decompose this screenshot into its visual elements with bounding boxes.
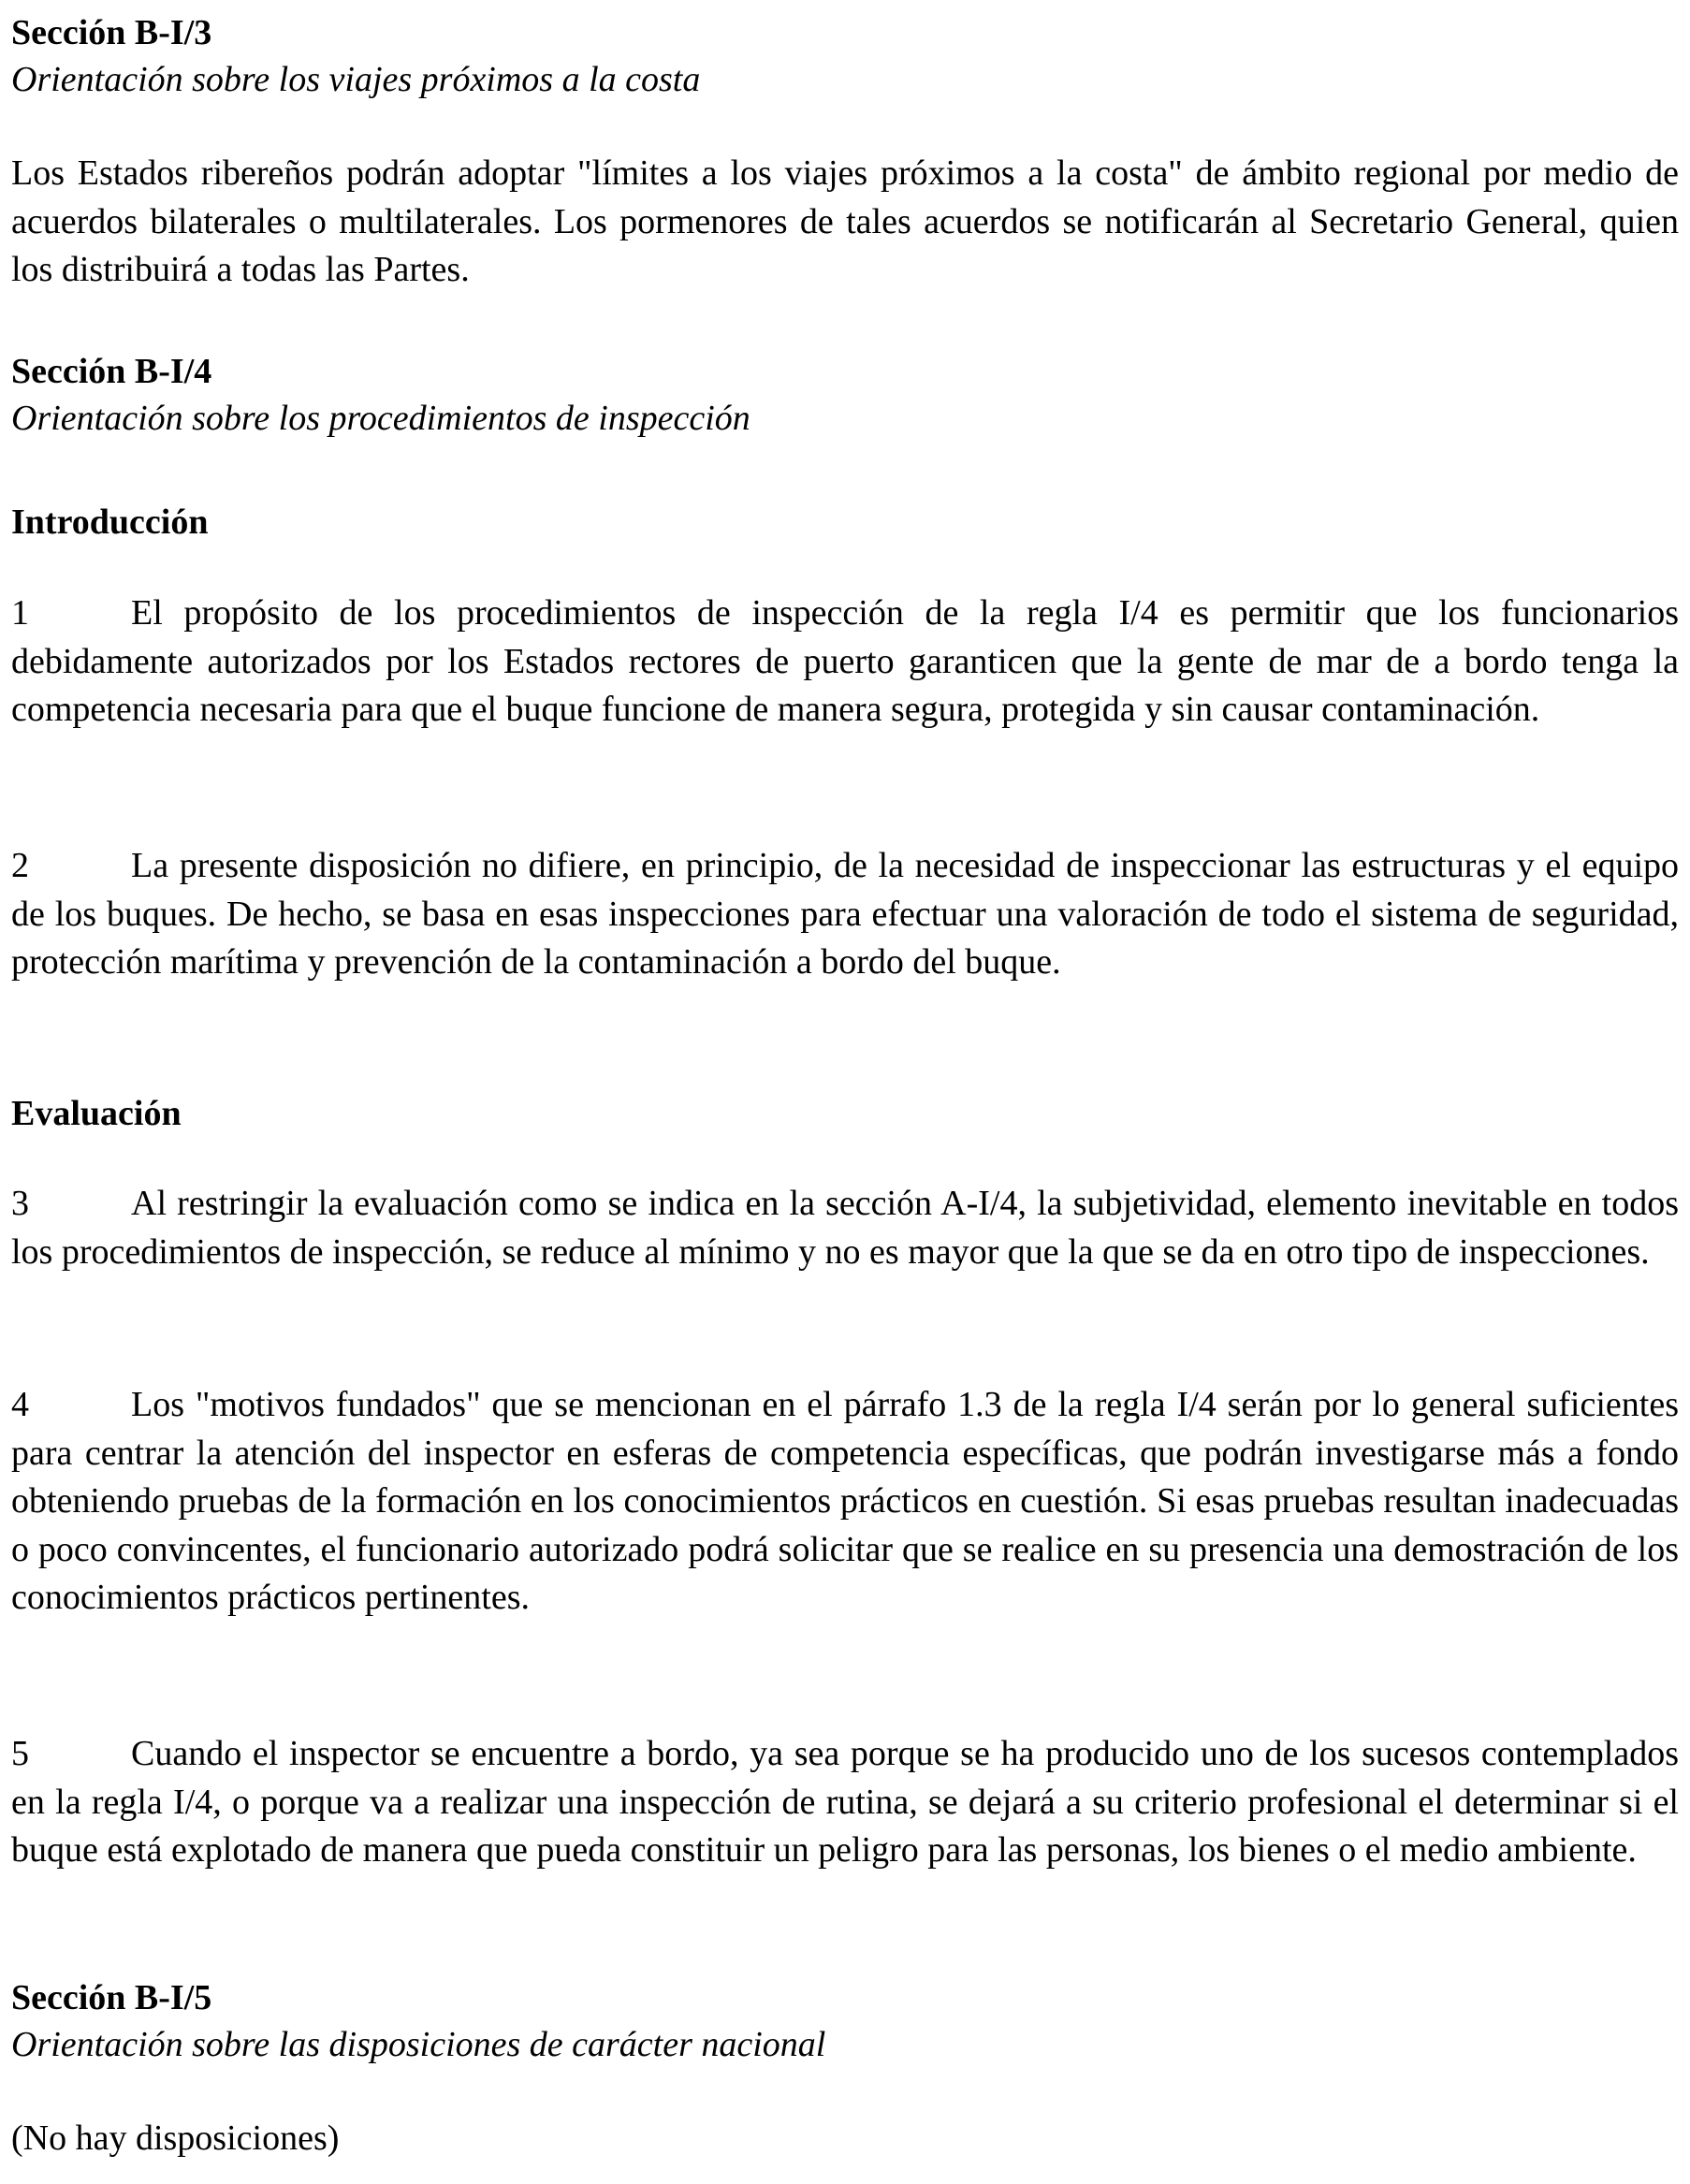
paragraph-2-block	[11, 842, 1679, 987]
paragraph-4-block	[11, 1381, 1679, 1623]
evaluacion-heading-block	[11, 1090, 1679, 1137]
paragraph-number: 5	[11, 1734, 29, 1773]
section-b-i-4	[11, 348, 1679, 442]
paragraph-text: Al restringir la evaluación como se indica en la sección A-I/4, la subjetividad, elemento inevitable en todos los procedimientos de inspección, se reduce al mínimo y no es mayor que la que se da en otro tipo de inspecciones.	[11, 1184, 1679, 1272]
paragraph-text: La presente disposición no difiere, en principio, de la necesidad de inspeccionar las estructuras y el equipo de los buques. De hecho, se basa en esas inspecciones para efectuar una valoración de todo el sistema de seguridad, protección marítima y prevención de la contaminación a bordo del buque.	[11, 846, 1679, 982]
paragraph-text: El propósito de los procedimientos de inspección de la regla I/4 es permitir que los funcionarios debidamente autorizados por los Estados rectores de puerto garanticen que la gente de mar de a bordo tenga la competencia necesaria para que el buque funcione de manera segura, protegida y sin causar contaminación.	[11, 593, 1679, 729]
paragraph-text: Los "motivos fundados" que se mencionan en el párrafo 1.3 de la regla I/4 serán por lo general suficientes para centrar la atención del inspector en esferas de competencia específicas, que podrán investigarse más a fondo obteniendo pruebas de la formación en los conocimientos prácticos en cuestión. Si esas pruebas resultan inadecuadas o poco convincentes, el funcionario autorizado podrá solicitar que se realice en su presencia una demostración de los conocimientos prácticos pertinentes.	[11, 1385, 1679, 1617]
section-b-i-3-paragraph-block	[11, 150, 1679, 295]
numbered-paragraph	[11, 1730, 1679, 1875]
section-heading: Sección B-I/5	[11, 1978, 212, 2017]
numbered-paragraph	[11, 1381, 1679, 1623]
section-subtitle: Orientación sobre los viajes próximos a la costa	[11, 60, 701, 99]
section-b-i-5	[11, 1974, 1679, 2068]
section-subtitle: Orientación sobre las disposiciones de carácter nacional	[11, 2025, 826, 2064]
paragraph-text: Cuando el inspector se encuentre a bordo, ya sea porque se ha producido uno de los sucesos contemplados en la regla I/4, o porque va a realizar una inspección de rutina, se dejará a su criterio profesional el determinar si el buque está explotado de manera que pueda constituir un peligro para las personas, los bienes o el medio ambiente.	[11, 1734, 1679, 1870]
paragraph-number: 4	[11, 1385, 29, 1424]
numbered-paragraph	[11, 590, 1679, 735]
section-b-i-3	[11, 9, 1679, 103]
paragraph-number: 3	[11, 1184, 29, 1223]
section-heading: Sección B-I/3	[11, 13, 212, 52]
section-note: (No hay disposiciones)	[11, 2118, 340, 2158]
paragraph-3-block	[11, 1180, 1679, 1276]
paragraph-5-block	[11, 1730, 1679, 1875]
numbered-paragraph	[11, 1180, 1679, 1276]
paragraph-number: 2	[11, 846, 29, 885]
numbered-paragraph	[11, 842, 1679, 987]
subsection-heading: Evaluación	[11, 1094, 182, 1133]
subsection-heading: Introducción	[11, 502, 209, 542]
section-heading: Sección B-I/4	[11, 352, 212, 391]
introduccion-heading-block	[11, 499, 1679, 546]
paragraph-1-block	[11, 590, 1679, 735]
paragraph-number: 1	[11, 593, 29, 633]
section-b-i-5-note-block	[11, 2115, 1679, 2162]
section-subtitle: Orientación sobre los procedimientos de inspección	[11, 399, 750, 438]
section-paragraph: Los Estados ribereños podrán adoptar "límites a los viajes próximos a la costa" de ámbito regional por medio de acuerdos bilaterales o multilaterales. Los pormenores de tales acuerdos se notificarán al Secretario General, quien los distribuirá a todas las Partes.	[11, 153, 1679, 289]
